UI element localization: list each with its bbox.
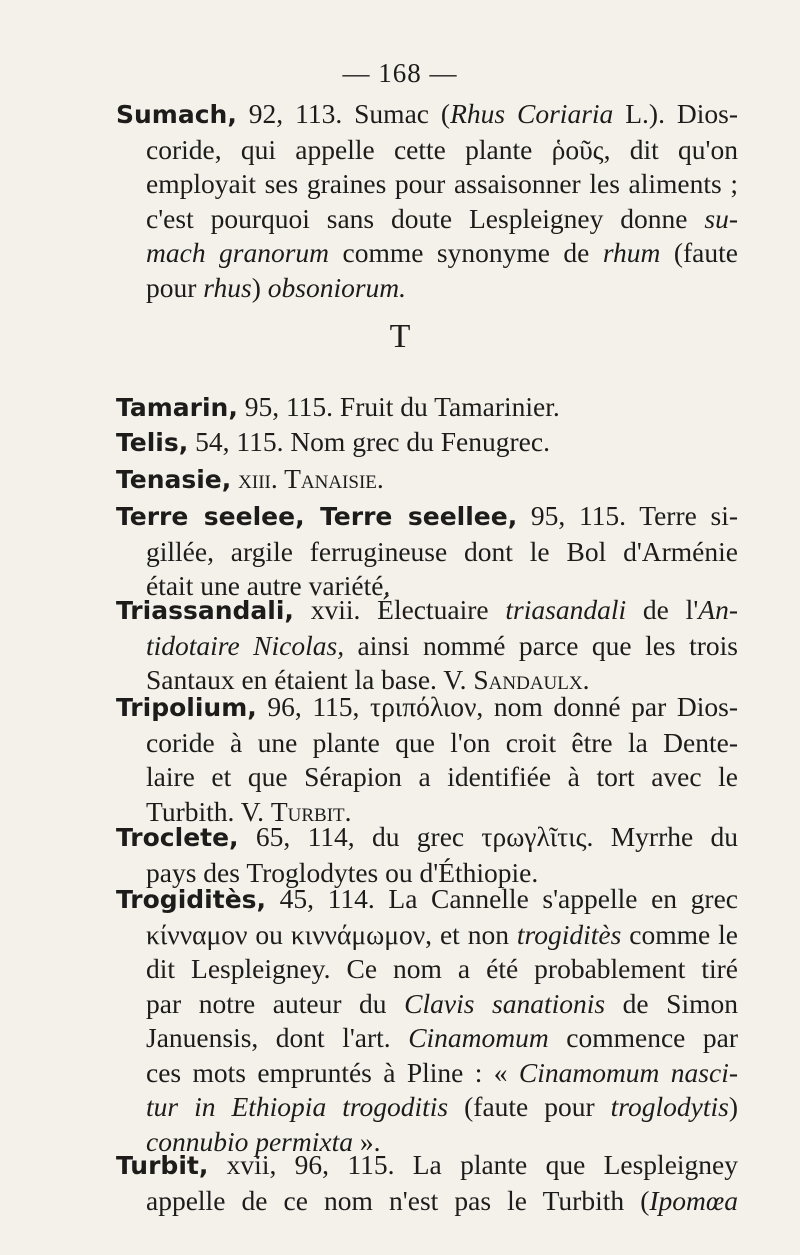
entry-tamarin: Tamarin, 95, 115. Fruit du Tamarinier.: [116, 391, 560, 422]
headword: Turbit,: [116, 1151, 209, 1180]
section-letter: T: [389, 318, 411, 355]
entry-sumach: Sumach, 92, 113. Sumac (Rhus Coriaria L.). Dios- coride, qui appelle cette plante ῥοῦς, dit qu'on employait ses graines pour assaisonner les aliments ; c'est pourquoi sans doute Lespleigney donne su- mach granorum comme synonyme de rhum (faute pour rhus) obsoniorum.: [116, 98, 738, 303]
entry-turbit: Turbit, xvii, 96, 115. La plante que Lespleigney appelle de ce nom n'est pas le Turbith (Ipomœa: [116, 1149, 738, 1216]
headword: Terre seelee, Terre seellee,: [116, 502, 518, 531]
entry-terre-seelee: Terre seelee, Terre seellee, 95, 115. Terre si- gillée, argile ferrugineuse dont le Bol d'Arménie était une autre variété.: [116, 500, 738, 601]
page-number: — 168 —: [342, 58, 458, 88]
entry-trogidites: Trogiditès, 45, 114. La Cannelle s'appelle en grec κίνναμον ou κιννάμωμον, et non trogiditès comme le dit Lespleigney. Ce nom a été probablement tiré par notre auteur du Clavis sanationis de Simon Januensis, dont l'art. Cinamomum commence par ces mots empruntés à Pline : « Cinamomum nasci- tur in Ethiopia trogoditis (faute pour troglodytis) connubio permixta ».: [116, 883, 739, 1157]
headword: Tenasie,: [116, 465, 232, 494]
entry-tenasie: Tenasie, xiii. Tanaisie.: [116, 463, 384, 494]
entry-triassandali: Triassandali, xvii. Électuaire triasandali de l'An- tidotaire Nicolas, ainsi nommé parce que les trois Santaux en étaient la base. V. Sandaulx.: [116, 594, 738, 695]
headword: Tripolium,: [116, 693, 257, 722]
headword: Tamarin,: [116, 393, 238, 422]
headword: Telis,: [116, 428, 189, 457]
entry-telis: Telis, 54, 115. Nom grec du Fenugrec.: [116, 426, 550, 457]
headword: Sumach,: [116, 100, 237, 129]
entry-troclete: Troclete, 65, 114, du grec τρωγλῖτις. Myrrhe du pays des Troglodytes ou d'Éthiopie.: [116, 821, 738, 888]
headword: Trogiditès,: [116, 885, 267, 914]
headword: Triassandali,: [116, 596, 294, 625]
entry-tripolium: Tripolium, 96, 115, τριπόλιον, nom donné par Dios- coride à une plante que l'on croit être la Dente- laire et que Sérapion a identifiée à tort avec le Turbith. V. Turbit.: [116, 691, 738, 827]
headword: Troclete,: [116, 823, 239, 852]
